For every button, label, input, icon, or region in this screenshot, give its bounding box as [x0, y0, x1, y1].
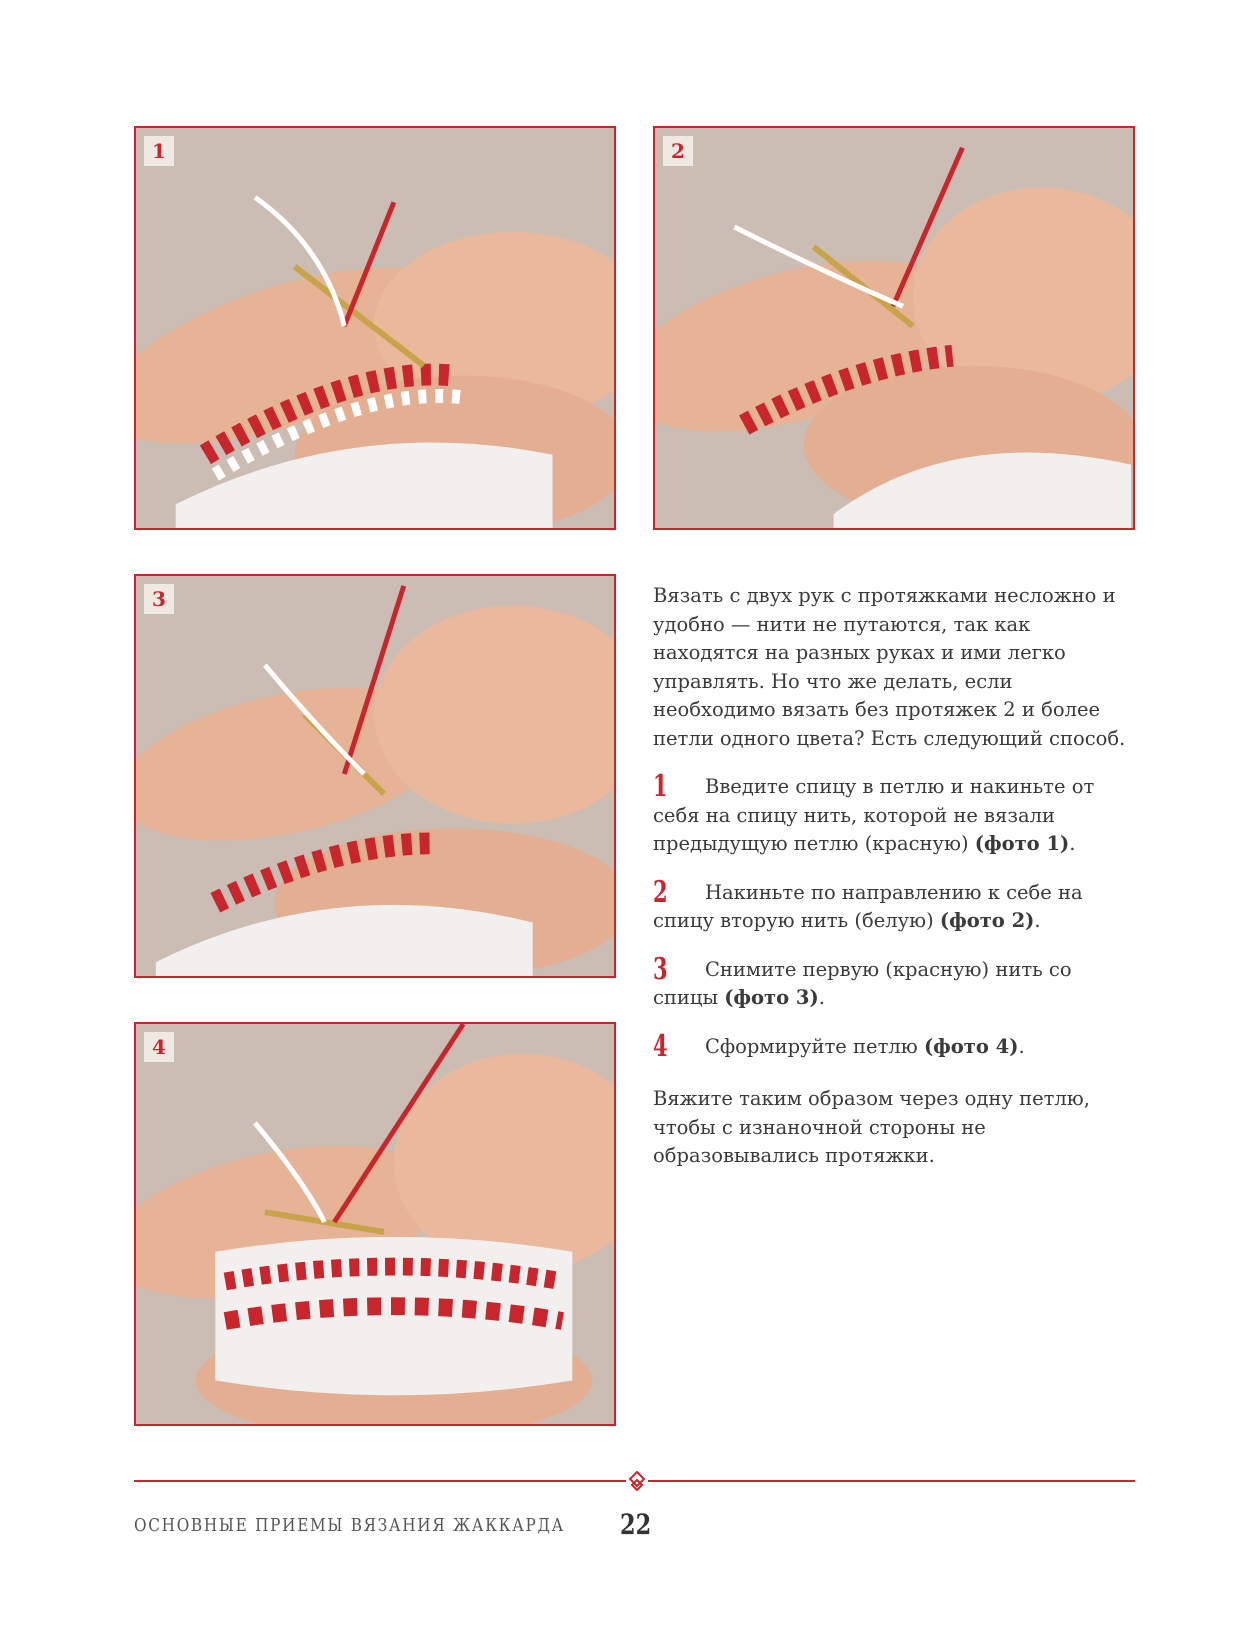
knitting-photo-illustration — [136, 576, 614, 976]
photo-1 — [134, 126, 616, 530]
step-2: 2 Накиньте по направлению к себе на спицу вторую нить (белую) (фото 2). — [653, 874, 1083, 932]
step-4: 4 Сформируйте петлю (фото 4). — [653, 1028, 1025, 1064]
photo-number-badge: 4 — [144, 1032, 174, 1062]
step-3: 3 Снимите первую (красную) нить со спицы (фото 3). — [653, 951, 1072, 1009]
knitting-photo-illustration — [655, 128, 1133, 528]
running-footer-title: ОСНОВНЫЕ ПРИЕМЫ ВЯЗАНИЯ ЖАККАРДА — [134, 1515, 565, 1536]
photo-2 — [653, 126, 1135, 530]
photo-reference: (фото 1) — [974, 832, 1070, 855]
knitting-photo-illustration — [136, 1024, 614, 1424]
ornament-icon — [626, 1470, 648, 1492]
step-text: Сформируйте петлю — [705, 1034, 918, 1058]
step-number: 1 — [653, 769, 668, 804]
instructions-text — [653, 582, 1135, 1171]
page-number: 22 — [620, 1508, 652, 1541]
step-text: Снимите первую (красную) нить со спицы — [653, 957, 1072, 1009]
photo-number-badge: 2 — [663, 136, 693, 166]
photo-number-badge: 3 — [144, 584, 174, 614]
intro-paragraph: Вязать с двух рук с протяжками несложно и удобно — нити не путаются, так как находятся на разных руках и ими легко управлять. Но что же делать, если необходимо вязать без протяжек 2 и более петли одного цвета? Есть следующий способ. — [653, 584, 1126, 750]
step-number: 4 — [653, 1028, 668, 1064]
photo-reference: (фото 4) — [923, 1034, 1019, 1058]
photo-4 — [134, 1022, 616, 1426]
step-1: 1 Введите спицу в петлю и накиньте от себя на спицу нить, которой не вязали предыдущую петлю (красную) (фото 1). — [653, 769, 1095, 855]
knitting-photo-illustration — [136, 128, 614, 528]
photo-number-badge: 1 — [144, 136, 174, 166]
photo-3 — [134, 574, 616, 978]
photo-reference: (фото 2) — [939, 909, 1035, 932]
step-text: Введите спицу в петлю и накиньте от себя на спицу нить, которой не вязали предыдущую петлю (красную) — [653, 775, 1095, 855]
photo-reference: (фото 3) — [724, 986, 819, 1009]
step-text: Накиньте по направлению к себе на спицу вторую нить (белую) — [653, 880, 1083, 932]
closing-paragraph: Вяжите таким образом через одну петлю, чтобы с изнаночной стороны не образовывались протяжки. — [653, 1087, 1090, 1167]
step-number: 3 — [653, 951, 668, 987]
step-number: 2 — [653, 874, 668, 910]
